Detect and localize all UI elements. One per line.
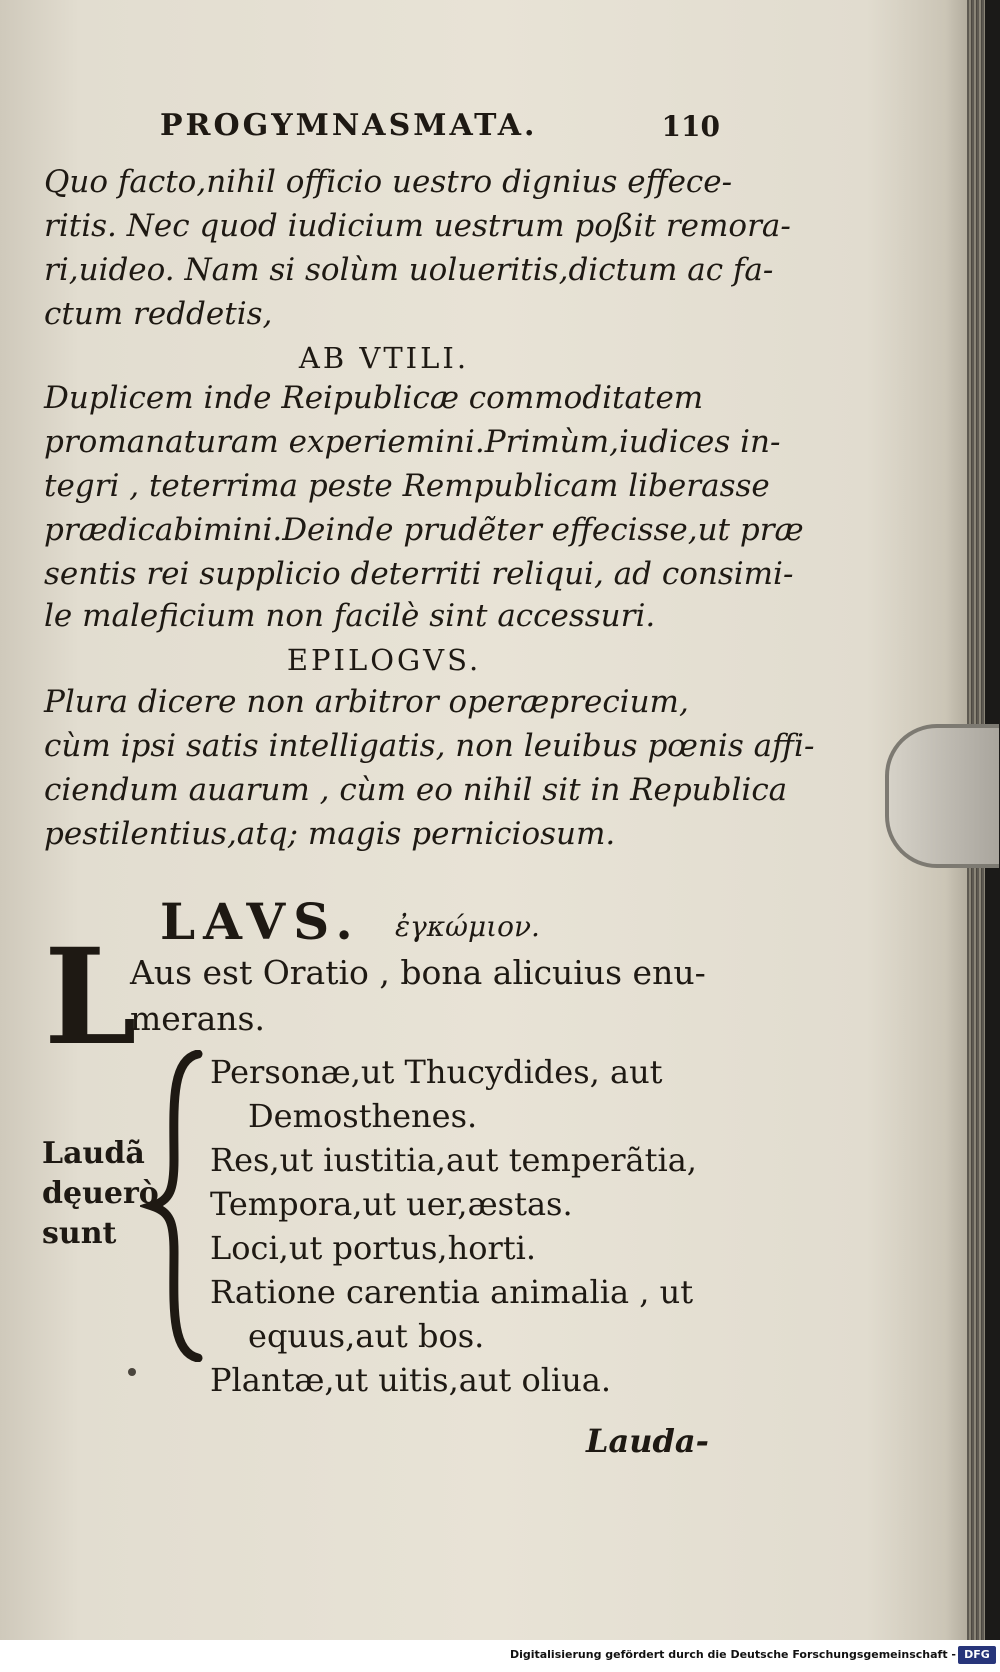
- text-line: tegri , teterrima peste Rempublicam liberasse: [44, 468, 770, 504]
- text-line: cùm ipsi satis intelligatis, non leuibus pœnis affi-: [44, 728, 815, 764]
- ink-speck: [128, 1368, 136, 1376]
- list-item: Res,ut iustitia,aut temperãtia,: [210, 1141, 697, 1179]
- side-label-line: sunt: [42, 1216, 117, 1251]
- page-clip: [885, 724, 999, 868]
- side-label-line: Laudã: [42, 1136, 145, 1171]
- side-label-line: dęuerò: [42, 1176, 159, 1211]
- text-line: Plura dicere non arbitror operæprecium,: [44, 684, 689, 720]
- text-line: prædicabimini.Deinde prudẽter effecisse,ut præ: [44, 512, 804, 548]
- page-number: 110: [661, 110, 720, 143]
- text-line: promanaturam experiemini.Primùm,iudices in-: [44, 424, 781, 460]
- list-item: Personæ,ut Thucydides, aut: [210, 1053, 663, 1091]
- digitization-credit: Digitalisierung gefördert durch die Deutsche Forschungsgemeinschaft -: [509, 1648, 956, 1661]
- drop-cap-initial: L: [44, 920, 137, 1075]
- curly-brace: [140, 1050, 210, 1362]
- list-item: Tempora,ut uer,æstas.: [210, 1185, 573, 1223]
- list-item: Loci,ut portus,horti.: [210, 1229, 537, 1267]
- catchword: Lauda-: [586, 1422, 709, 1460]
- list-item: Demosthenes.: [248, 1097, 478, 1135]
- text-line: Quo facto,nihil officio uestro dignius effece-: [44, 164, 733, 200]
- text-line: Duplicem inde Reipublicæ commoditatem: [44, 380, 704, 416]
- text-line: le maleficium non facilè sint accessuri.: [44, 598, 656, 634]
- section-heading-ab-utili: AB VTILI.: [298, 341, 470, 375]
- section-heading-epilogus: EPILOGVS.: [286, 643, 482, 677]
- running-header: [160, 108, 720, 152]
- text-line: ri,uideo. Nam si solùm uolueritis,dictum ac fa-: [44, 252, 774, 288]
- list-item: equus,aut bos.: [248, 1317, 485, 1355]
- chapter-title-greek: ἐγκώμιον.: [395, 910, 540, 943]
- definition-line: merans.: [130, 999, 265, 1038]
- footer-bar: [0, 1640, 1000, 1672]
- definition-line: Aus est Oratio , bona alicuius enu-: [130, 953, 706, 992]
- text-line: sentis rei supplicio deterriti reliqui, ad consimi-: [44, 556, 794, 592]
- text-line: pestilentius,atq; magis perniciosum.: [44, 816, 616, 852]
- list-item: Ratione carentia animalia , ut: [210, 1273, 694, 1311]
- text-line: ctum reddetis,: [44, 296, 273, 332]
- text-line: ciendum auarum , cùm eo nihil sit in Republica: [44, 772, 788, 808]
- running-head-title: PROGYMNASMATA.: [160, 108, 538, 143]
- text-line: ritis. Nec quod iudicium uestrum poßit remora-: [44, 208, 791, 244]
- chapter-title-laus: LAVS.: [160, 892, 361, 951]
- dfg-logo: DFG: [958, 1646, 996, 1664]
- list-item: Plantæ,ut uitis,aut oliua.: [210, 1361, 612, 1399]
